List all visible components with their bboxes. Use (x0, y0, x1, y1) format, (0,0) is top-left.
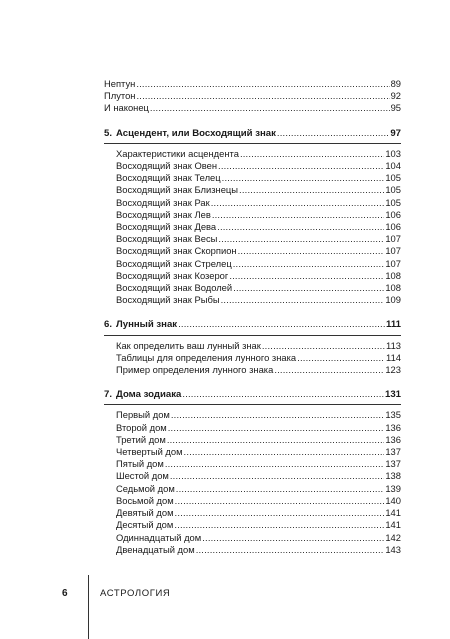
page-ref: 97 (390, 127, 401, 139)
dot-leader (239, 184, 384, 196)
entry-title: Восходящий знак Скорпион (116, 245, 237, 257)
toc-entry (104, 160, 401, 172)
dot-leader (229, 270, 384, 282)
toc-entry (104, 197, 401, 209)
page-ref: 109 (385, 294, 401, 306)
page-ref: 107 (385, 245, 401, 257)
dot-leader (218, 233, 384, 245)
entry-title: Третий дом (116, 433, 166, 445)
section-title: Асцендент, или Восходящий знак (116, 127, 276, 139)
page-ref: 113 (386, 339, 401, 351)
dot-leader (202, 532, 384, 544)
toc-entry (104, 172, 401, 184)
section-heading (104, 319, 177, 331)
dot-leader (184, 446, 385, 458)
dot-leader (218, 160, 384, 172)
page-ref: 141 (385, 507, 401, 519)
page-ref: 143 (385, 543, 401, 555)
dot-leader (182, 388, 384, 400)
entry-title: Восходящий знак Стрелец (116, 257, 232, 269)
entry-title: Седьмой дом (116, 482, 175, 494)
toc-entry (104, 340, 401, 352)
toc-entry (104, 483, 401, 495)
toc-entry (104, 270, 401, 282)
entry-title: Таблицы для определения лунного знака (116, 351, 297, 363)
dot-leader (178, 318, 385, 330)
toc-entry (104, 209, 401, 221)
dot-leader (212, 209, 385, 221)
dot-leader (171, 409, 384, 421)
page-ref: 108 (385, 282, 401, 294)
toc-entry (104, 258, 401, 270)
entry-title: Восходящий знак Козерог (116, 269, 229, 281)
toc-entry (104, 532, 401, 544)
toc-entry (104, 221, 401, 233)
toc-entry (104, 102, 401, 114)
section-title: Дома зодиака (116, 389, 182, 401)
page-ref: 141 (385, 519, 401, 531)
dot-leader (297, 352, 385, 364)
dot-leader (221, 294, 385, 306)
page-ref: 103 (385, 147, 401, 159)
entry-title: Восходящий знак Весы (116, 233, 218, 245)
toc-entry (104, 519, 401, 531)
entry-title: Восьмой дом (116, 494, 174, 506)
page-ref: 111 (386, 319, 401, 331)
toc-section (104, 318, 401, 376)
dot-leader (240, 148, 384, 160)
page-ref: 136 (385, 421, 401, 433)
toc-entry (104, 458, 401, 470)
section-number: 6. (104, 319, 113, 331)
page-ref: 92 (390, 90, 401, 102)
toc-entry (104, 78, 401, 90)
entry-title: Пример определения лунного знака (116, 364, 274, 376)
page-ref: 138 (385, 470, 401, 482)
page-ref: 106 (385, 221, 401, 233)
toc-entry (104, 352, 401, 364)
page-footer (0, 575, 450, 639)
dot-leader (277, 127, 389, 139)
toc-entry (104, 422, 401, 434)
page-ref: 137 (385, 458, 401, 470)
dot-leader (175, 495, 385, 507)
page-ref: 135 (385, 409, 401, 421)
entry-title: Характеристики асцендента (116, 147, 239, 159)
dot-leader (233, 282, 384, 294)
toc-entry (104, 364, 401, 376)
entry-title: Восходящий знак Рыбы (116, 294, 220, 306)
page-ref: 136 (385, 433, 401, 445)
dot-leader (176, 483, 385, 495)
dot-leader (217, 221, 384, 233)
toc-entry (104, 495, 401, 507)
toc-entry (104, 282, 401, 294)
section-title: Лунный знак (116, 319, 178, 331)
page-ref: 108 (385, 269, 401, 281)
toc-section (104, 388, 401, 556)
toc-entry (104, 90, 401, 102)
toc-entry (104, 245, 401, 257)
dot-leader (167, 434, 385, 446)
entry-title: Восходящий знак Телец (116, 172, 221, 184)
page-ref: 142 (385, 531, 401, 543)
page-ref: 107 (385, 257, 401, 269)
page-ref: 105 (385, 184, 401, 196)
entry-title: Одиннадцатый дом (116, 531, 202, 543)
toc-entry (104, 294, 401, 306)
toc-entry (104, 434, 401, 446)
page-ref: 105 (385, 172, 401, 184)
toc-entry (104, 233, 401, 245)
toc-lead-entries (104, 78, 401, 115)
section-number: 5. (104, 127, 113, 139)
dot-leader (262, 340, 385, 352)
entry-title: Восходящий знак Близнецы (116, 184, 239, 196)
page-ref: 95 (390, 102, 401, 114)
dot-leader (233, 258, 385, 270)
dot-leader (196, 544, 385, 556)
page-ref: 107 (385, 233, 401, 245)
page-ref: 89 (390, 78, 401, 89)
dot-leader (238, 245, 385, 257)
page-ref: 114 (386, 351, 401, 363)
toc-entry (104, 409, 401, 421)
entry-title: Восходящий знак Рак (116, 196, 210, 208)
entry-title: Четвертый дом (116, 446, 183, 458)
entry-title: Нептун (104, 78, 136, 89)
entry-title: Десятый дом (116, 519, 174, 531)
toc-section-heading (104, 388, 401, 405)
entry-title: И наконец (104, 102, 149, 114)
entry-title: Восходящий знак Лев (116, 208, 211, 220)
page-ref: 139 (385, 482, 401, 494)
section-heading (104, 128, 276, 140)
toc-entry (104, 507, 401, 519)
section-heading (104, 389, 181, 401)
page-ref: 106 (385, 208, 401, 220)
page-ref: 137 (385, 446, 401, 458)
dot-leader (211, 197, 385, 209)
entry-title: Двенадцатый дом (116, 543, 195, 555)
entry-title: Плутон (104, 90, 136, 102)
toc-entry (104, 446, 401, 458)
entry-title: Шестой дом (116, 470, 169, 482)
table-of-contents (104, 78, 401, 556)
entry-title: Восходящий знак Водолей (116, 282, 233, 294)
running-head: АСТРОЛОГИЯ (100, 588, 171, 599)
entry-title: Пятый дом (116, 458, 164, 470)
page-ref: 131 (384, 389, 401, 401)
toc-sections (104, 127, 401, 556)
page-ref: 123 (385, 364, 401, 376)
dot-leader (136, 78, 389, 90)
dot-leader (150, 102, 390, 114)
page-ref: 105 (385, 196, 401, 208)
toc-section-heading (104, 318, 401, 335)
footer-divider (88, 575, 89, 639)
toc-section-heading (104, 127, 401, 144)
dot-leader (170, 470, 384, 482)
toc-entry (104, 148, 401, 160)
dot-leader (222, 172, 385, 184)
dot-leader (174, 519, 384, 531)
toc-section (104, 127, 401, 307)
entry-title: Как определить ваш лунный знак (116, 339, 261, 351)
entry-title: Восходящий знак Овен (116, 160, 218, 172)
entry-title: Восходящий знак Дева (116, 221, 217, 233)
toc-entry (104, 470, 401, 482)
section-number: 7. (104, 389, 113, 401)
page-ref: 140 (385, 494, 401, 506)
dot-leader (165, 458, 385, 470)
toc-entry (104, 544, 401, 556)
toc-entry (104, 184, 401, 196)
dot-leader (175, 507, 385, 519)
page-number: 6 (62, 588, 68, 599)
dot-leader (168, 422, 385, 434)
dot-leader (136, 90, 389, 102)
page-ref: 104 (385, 160, 401, 172)
entry-title: Второй дом (116, 421, 167, 433)
entry-title: Первый дом (116, 409, 170, 421)
dot-leader (274, 364, 384, 376)
entry-title: Девятый дом (116, 507, 174, 519)
